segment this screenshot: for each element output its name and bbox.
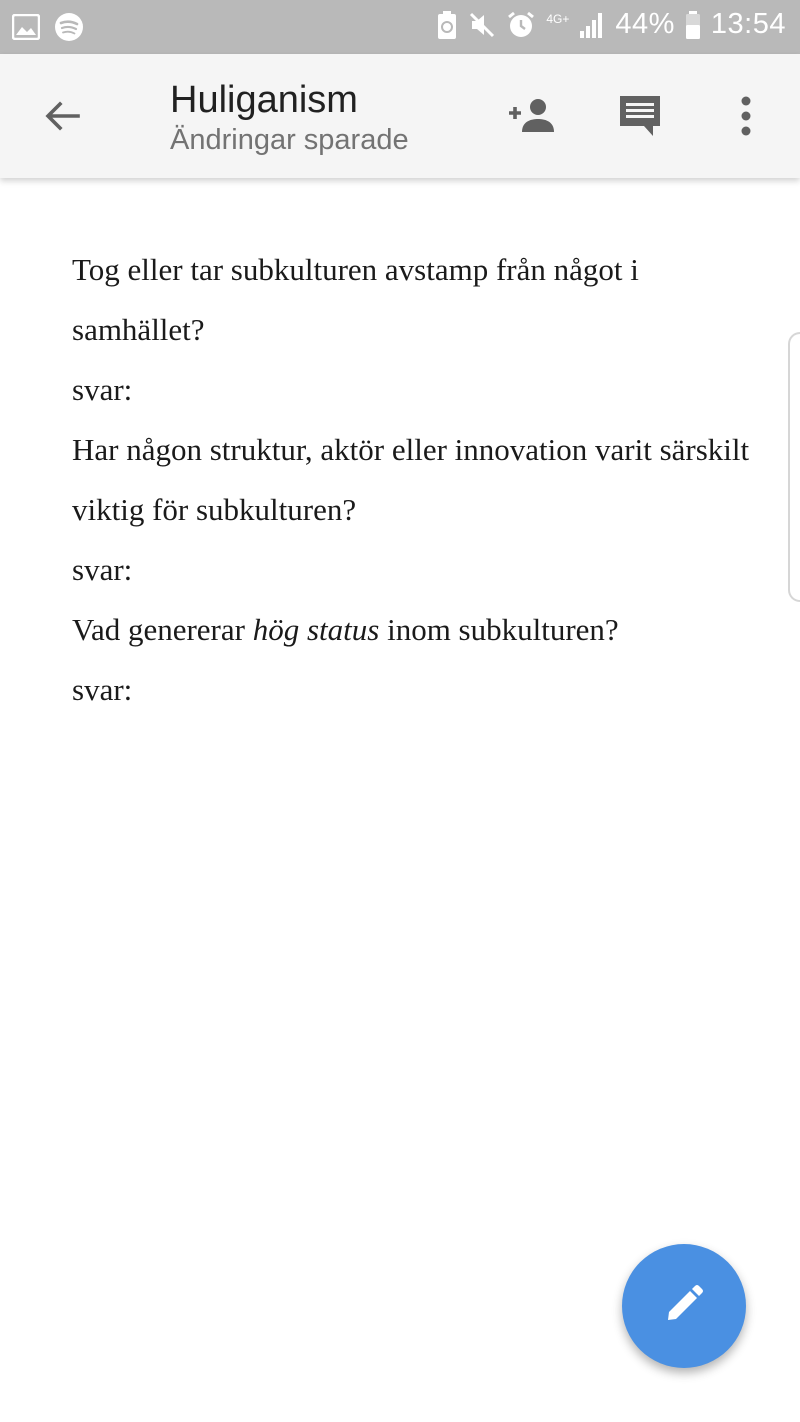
question-3-end: inom subkulturen? <box>379 612 619 647</box>
question-1: Tog eller tar subkulturen avstamp från något i samhället? <box>72 252 639 347</box>
battery-saver-icon <box>436 10 458 40</box>
app-bar <box>0 54 800 178</box>
edit-fab-button[interactable] <box>622 1244 746 1368</box>
share-button[interactable] <box>502 88 562 148</box>
answer-1: svar: <box>72 372 133 407</box>
status-left <box>12 12 84 42</box>
more-options-button[interactable] <box>716 88 776 148</box>
spotify-icon <box>54 12 84 42</box>
more-vert-icon <box>740 96 752 141</box>
status-bar <box>0 0 800 54</box>
back-button[interactable] <box>36 92 88 144</box>
alarm-icon <box>506 10 536 40</box>
question-3 <box>72 600 752 660</box>
question-3-start: Vad genererar <box>72 612 253 647</box>
answer-3: svar: <box>72 672 133 707</box>
save-status: Ändringar sparade <box>170 124 409 156</box>
question-2: Har någon struktur, aktör eller innovation varit särskilt viktig för subkulturen? <box>72 432 750 527</box>
comment-icon <box>617 93 663 144</box>
status-right <box>436 8 786 41</box>
battery-icon <box>685 10 701 40</box>
add-person-icon <box>505 96 559 141</box>
document-body[interactable] <box>72 240 752 720</box>
document-titles <box>170 78 409 158</box>
battery-percent: 44% <box>615 8 675 40</box>
answer-2: svar: <box>72 552 133 587</box>
mute-icon <box>468 11 496 39</box>
gallery-icon <box>12 14 40 40</box>
network-type: 4G+ <box>546 11 570 26</box>
edit-pencil-icon <box>662 1282 706 1331</box>
document-title: Huliganism <box>170 79 358 121</box>
signal-icon <box>579 11 605 39</box>
comments-button[interactable] <box>610 88 670 148</box>
clock: 13:54 <box>710 8 786 40</box>
back-arrow-icon <box>42 96 82 141</box>
question-3-emphasis: hög status <box>252 612 380 647</box>
scroll-handle[interactable] <box>788 332 800 602</box>
